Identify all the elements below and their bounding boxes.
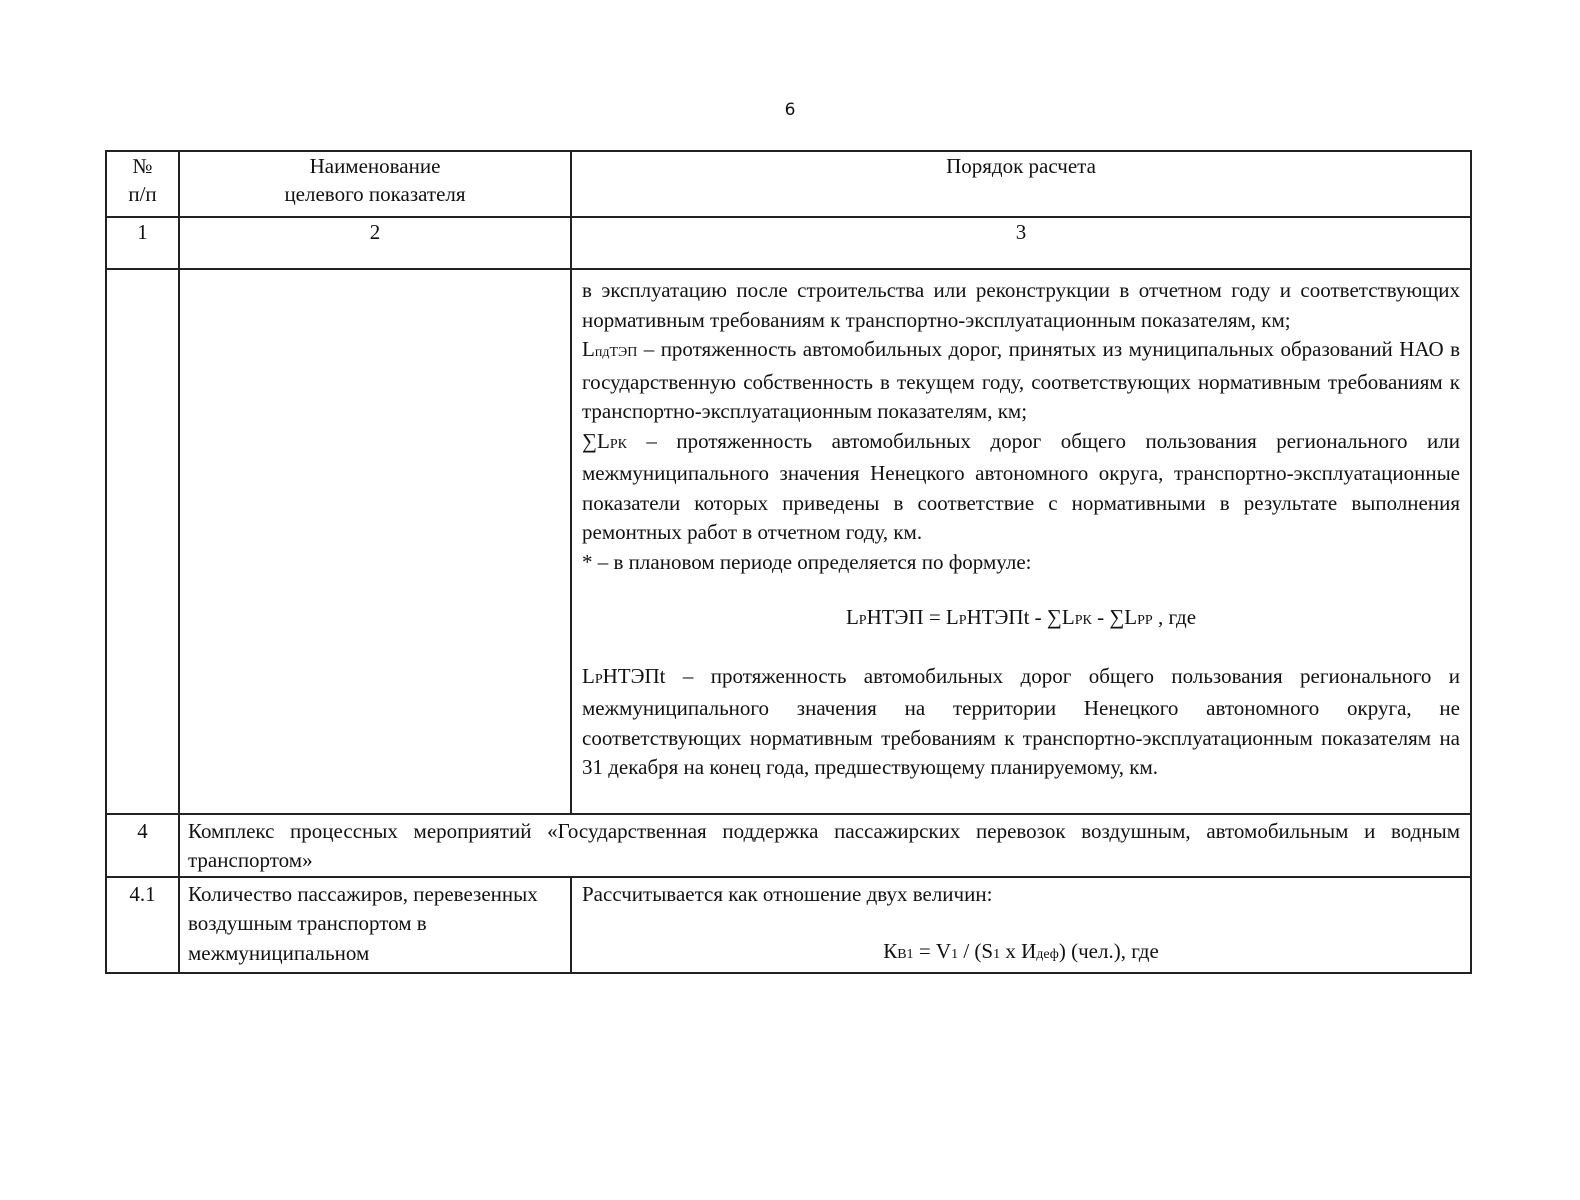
table-row-section-4 [106,814,1471,877]
header-calc-label: Порядок расчета [946,154,1096,178]
column-number-2: 2 [179,217,571,269]
row-4-1-formula: КВ1 = V1 / (S1 х Идеф) (чел.), где [883,939,1159,963]
continued-name-cell [179,269,571,814]
row-4-1-number: 4.1 [106,877,179,973]
header-name-line1: Наименование [309,154,441,178]
row-4-1-name: Количество пассажиров, перевезенных воздушным транспортом в межмуниципальном [179,877,571,973]
calc-paragraph-1: в эксплуатацию после строительства или реконструкции в отчетном году и соответствующих нормативным требованиям к транспортно-эксплуатационным показателям, км; [582,278,1460,332]
column-number-row [106,217,1471,269]
section-4-title: Комплекс процессных мероприятий «Государственная поддержка пассажирских перевозок воздушным, автомобильным и водным транспортом» [179,814,1471,877]
column-number-1: 1 [106,217,179,269]
column-number-3: 3 [571,217,1471,269]
table-row-continued [106,269,1471,814]
page-number: 6 [784,100,796,120]
header-number-sign: № [132,154,153,178]
header-col-name [179,151,571,217]
header-number-pp: п/п [128,182,157,206]
header-col-calc [571,151,1471,217]
header-col-number [106,151,179,217]
section-4-number: 4 [106,814,179,877]
continued-number-cell [106,269,179,814]
calc-paragraph-4: * – в плановом периоде определяется по формуле: [582,549,1032,574]
header-name-line2: целевого показателя [284,182,466,206]
row-4-1-calc-intro: Рассчитывается как отношение двух величин: [582,881,993,906]
calc-paragraph-5: LРНТЭПt – протяженность автомобильных дорог общего пользования регионального и межмуниципального значения на территории Ненецкого автономного округа, не соответствующих нормативным требованиям к транспортно-эксплуатационным показателям на 31 декабря на конец года, предшествующему планируемому, км. [582,663,1460,779]
continued-calc-cell [571,269,1471,814]
indicator-table [105,150,1472,974]
calc-paragraph-2: LпдТЭП – протяженность автомобильных дорог, принятых из муниципальных образований НАО в государственную собственность в текущем году, соответствующих нормативным требованиям к транспортно-эксплуатационным показателям, км; [582,337,1460,423]
calc-paragraph-3: ∑LРК – протяженность автомобильных дорог общего пользования регионального или межмуниципального значения Ненецкого автономного округа, транспортно-эксплуатационные показатели которых приведены в соответствие с нормативными в результате выполнения ремонтных работ в отчетном году, км. [582,428,1460,544]
table-header-row [106,151,1471,217]
planning-formula: LРНТЭП = LРНТЭПt - ∑LРК - ∑LРР , где [845,605,1197,629]
row-4-1-calc [571,877,1471,973]
table-row-4-1 [106,877,1471,973]
